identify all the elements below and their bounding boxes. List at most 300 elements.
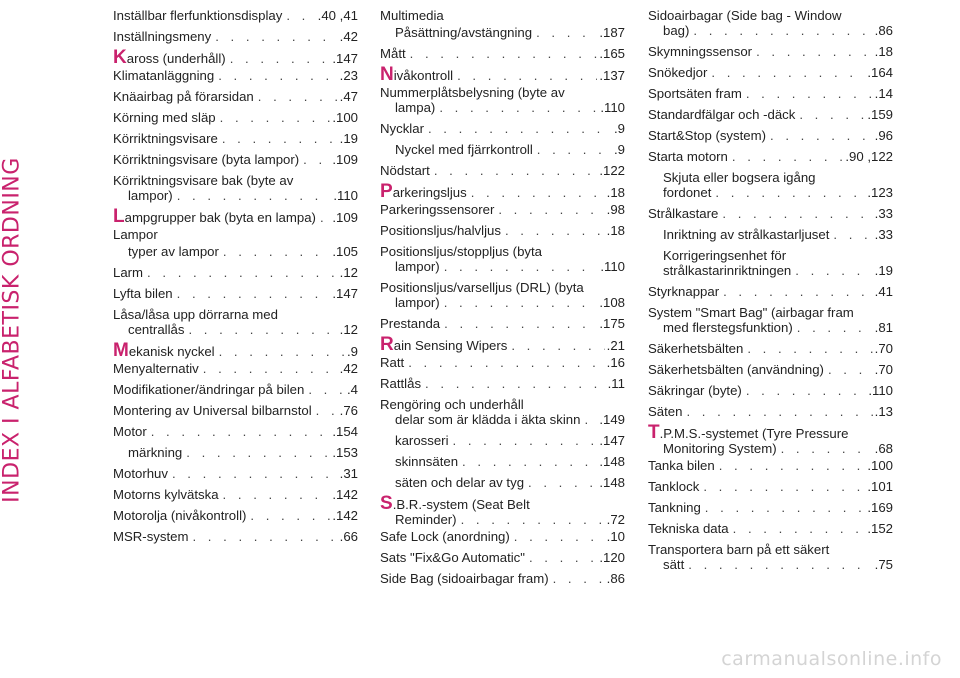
index-entry <box>380 223 625 238</box>
dot-leader <box>746 86 873 101</box>
dot-leader <box>223 487 331 502</box>
index-entry <box>648 107 893 122</box>
entry-text: Monitoring System) <box>663 441 777 456</box>
entry-text: Transportera barn på ett säkert <box>648 542 830 557</box>
index-entry <box>113 68 358 83</box>
entry-text: Multimedia <box>380 8 444 23</box>
index-entry <box>648 44 893 59</box>
index-column-3 <box>648 8 893 578</box>
entry-text: Starta motorn <box>648 149 728 164</box>
entry-text: Strålkastare <box>648 206 719 221</box>
entry-text: Knäairbag på förarsidan <box>113 89 254 104</box>
entry-text: Nycklar <box>380 121 424 136</box>
page-reference: .164 <box>867 65 893 80</box>
index-entry <box>380 454 625 469</box>
entry-text: Positionsljus/halvljus <box>380 223 501 238</box>
dot-leader <box>746 383 866 398</box>
dot-leader <box>703 479 865 494</box>
dot-leader <box>453 433 598 448</box>
index-entry <box>380 142 625 157</box>
dot-leader <box>177 286 331 301</box>
entry-text: delar som är klädda i äkta skinn <box>395 412 581 427</box>
dot-leader <box>428 121 612 136</box>
index-entry-line <box>380 64 625 85</box>
page-reference: .100 <box>332 110 358 125</box>
index-entry-line <box>648 500 893 515</box>
index-entry <box>113 529 358 544</box>
dot-leader <box>215 29 337 44</box>
index-entry-line <box>113 110 358 125</box>
entry-text: Säkerhetsbälten <box>648 341 744 356</box>
dot-leader <box>408 355 604 370</box>
entry-text: .B.R.-system (Seat Belt <box>392 497 530 512</box>
index-entry <box>648 362 893 377</box>
index-entry-line <box>380 529 625 544</box>
page-reference: .16 <box>606 355 625 370</box>
index-entry <box>648 65 893 80</box>
dot-leader <box>220 110 331 125</box>
index-entry-line <box>648 206 893 221</box>
page-reference: .19 <box>874 263 893 278</box>
index-entry <box>380 355 625 370</box>
entry-text: Sats "Fix&Go Automatic" <box>380 550 525 565</box>
page-reference: .108 <box>599 295 625 310</box>
index-entry <box>380 334 625 355</box>
index-entry-line <box>380 316 625 331</box>
entry-text: Montering av Universal bilbarnstol <box>113 403 312 418</box>
dot-leader <box>693 23 872 38</box>
entry-text: Lyfta bilen <box>113 286 173 301</box>
page-reference: .149 <box>599 412 625 427</box>
index-entry-line <box>663 248 893 263</box>
index-entry-line <box>380 376 625 391</box>
index-entry-line <box>113 508 358 523</box>
dot-leader <box>218 68 337 83</box>
entry-text: skinnsäten <box>395 454 459 469</box>
index-entry <box>113 89 358 104</box>
entry-text: Prestanda <box>380 316 441 331</box>
index-entry-line <box>395 454 625 469</box>
page-reference: .23 <box>339 68 358 83</box>
index-entry-line <box>380 202 625 217</box>
dot-leader <box>222 131 338 146</box>
index-entry-line <box>113 403 358 418</box>
entry-text: Säkringar (byte) <box>648 383 742 398</box>
page-reference: .70 <box>874 341 893 356</box>
dot-leader <box>172 466 338 481</box>
page-reference: .147 <box>599 433 625 448</box>
index-entry <box>648 404 893 419</box>
page-reference: .109 <box>332 152 358 167</box>
index-entry-line <box>113 340 358 361</box>
index-entry <box>113 361 358 376</box>
index-entry <box>113 424 358 439</box>
dot-leader <box>320 210 330 225</box>
page-reference: .12 <box>339 265 358 280</box>
entry-text: arkeringsljus <box>392 185 467 200</box>
index-entry-line <box>380 550 625 565</box>
section-letter: T <box>648 422 660 443</box>
index-entry <box>648 341 893 356</box>
index-entry-line <box>113 322 358 337</box>
dot-leader <box>308 382 345 397</box>
dot-leader <box>461 512 605 527</box>
index-entry <box>380 493 625 527</box>
dot-leader <box>203 361 338 376</box>
dot-leader <box>219 344 345 359</box>
page-reference: .109 <box>332 210 358 225</box>
index-entry <box>113 244 358 259</box>
entry-text: Nyckel med fjärrkontroll <box>395 142 533 157</box>
dot-leader <box>770 128 873 143</box>
entry-text: Låsa/låsa upp dörrarna med <box>113 307 278 322</box>
index-entry-line <box>380 121 625 136</box>
index-entry <box>380 475 625 490</box>
index-entry-line <box>648 383 893 398</box>
index-column-2 <box>380 8 625 592</box>
index-entry-line <box>648 441 893 456</box>
dot-leader <box>514 529 605 544</box>
entry-text: Reminder) <box>395 512 457 527</box>
dot-leader <box>230 51 331 66</box>
index-entry <box>380 64 625 85</box>
index-entry-line <box>648 128 893 143</box>
index-entry <box>380 202 625 217</box>
index-entry-line <box>113 307 358 322</box>
entry-text: Tekniska data <box>648 521 729 536</box>
index-entry <box>113 173 358 203</box>
index-entry-line <box>380 397 625 412</box>
index-entry <box>113 8 358 23</box>
dot-leader <box>715 185 865 200</box>
entry-text: lampor) <box>128 188 173 203</box>
page-reference: .148 <box>599 454 625 469</box>
dot-leader <box>705 500 866 515</box>
entry-text: Körriktningsvisare (byta lampor) <box>113 152 300 167</box>
entry-text: Tanklock <box>648 479 700 494</box>
entry-text: Positionsljus/stoppljus (byta <box>380 244 542 259</box>
entry-text: Motorolja (nivåkontroll) <box>113 508 247 523</box>
page-reference: .76 <box>339 403 358 418</box>
page-reference: .75 <box>874 557 893 572</box>
page-reference: .101 <box>867 479 893 494</box>
page-reference: .147 <box>332 286 358 301</box>
page-reference: .86 <box>606 571 625 586</box>
page-reference: .147 <box>332 51 358 66</box>
index-entry <box>648 284 893 299</box>
dot-leader <box>223 244 330 259</box>
page-reference: .120 <box>599 550 625 565</box>
page-reference: .159 <box>867 107 893 122</box>
page-reference: .142 <box>332 508 358 523</box>
entry-text: Sidoairbagar (Side bag - Window <box>648 8 842 23</box>
index-entry <box>648 170 893 200</box>
entry-text: Parkeringssensorer <box>380 202 495 217</box>
index-entry-line <box>395 433 625 448</box>
index-entry-line <box>648 8 893 23</box>
index-entry-line <box>113 424 358 439</box>
index-entry-line <box>113 361 358 376</box>
entry-text: ivåkontroll <box>393 68 454 83</box>
index-entry <box>380 46 625 61</box>
dot-leader <box>505 223 605 238</box>
dot-leader <box>250 508 330 523</box>
index-entry <box>380 550 625 565</box>
page-reference: .40 ,41 <box>317 8 358 23</box>
page-reference: .110 <box>868 383 893 398</box>
index-entry <box>113 487 358 502</box>
index-entry-line <box>113 8 358 23</box>
index-entry-line <box>113 68 358 83</box>
index-entry-line <box>380 571 625 586</box>
index-entry <box>648 149 893 164</box>
index-entry-line <box>380 295 625 310</box>
entry-text: Tanka bilen <box>648 458 715 473</box>
dot-leader <box>722 206 872 221</box>
index-entry <box>380 529 625 544</box>
index-entry-line <box>113 227 358 242</box>
index-entry-line <box>113 382 358 397</box>
entry-text: med flerstegsfunktion) <box>663 320 793 335</box>
entry-text: Skymningssensor <box>648 44 753 59</box>
entry-text: karosseri <box>395 433 449 448</box>
entry-text: märkning <box>128 445 183 460</box>
page-reference: .18 <box>606 185 625 200</box>
page-reference: .81 <box>874 320 893 335</box>
page-reference: .31 <box>339 466 358 481</box>
index-entry <box>648 383 893 398</box>
page-reference: .154 <box>332 424 358 439</box>
index-entry <box>648 8 893 38</box>
section-letter: L <box>113 206 125 227</box>
index-entry-line <box>380 493 625 514</box>
index-entry-line <box>663 185 893 200</box>
entry-text: Säten <box>648 404 683 419</box>
entry-text: lampor) <box>395 259 440 274</box>
dot-leader <box>719 458 866 473</box>
page-reference: .18 <box>874 44 893 59</box>
page-reference: .153 <box>332 445 358 460</box>
index-entry-line <box>380 100 625 115</box>
index-entry <box>648 248 893 278</box>
index-entry-line <box>113 466 358 481</box>
index-column-1 <box>113 8 358 550</box>
entry-text: Inställningsmeny <box>113 29 212 44</box>
index-entry-line <box>648 542 893 557</box>
index-entry-line <box>648 521 893 536</box>
index-entry-line <box>380 355 625 370</box>
entry-text: Snökedjor <box>648 65 708 80</box>
index-entry-line <box>648 320 893 335</box>
entry-text: lampa) <box>395 100 436 115</box>
entry-text: Inställbar flerfunktionsdisplay <box>113 8 283 23</box>
entry-text: fordonet <box>663 185 712 200</box>
entry-text: Körning med släp <box>113 110 216 125</box>
dot-leader <box>686 404 872 419</box>
entry-text: Larm <box>113 265 144 280</box>
page-reference: .105 <box>332 244 358 259</box>
page-reference: .110 <box>600 100 625 115</box>
dot-leader <box>471 185 605 200</box>
index-entry-line <box>648 284 893 299</box>
index-entry-line <box>648 362 893 377</box>
entry-text: Rengöring och underhåll <box>380 397 524 412</box>
dot-leader <box>188 322 337 337</box>
entry-text: Ratt <box>380 355 405 370</box>
index-entry <box>380 181 625 202</box>
index-entry <box>113 382 358 397</box>
index-entry-line <box>648 65 893 80</box>
page-reference: .90 ,122 <box>845 149 893 164</box>
page-reference: .4 <box>347 382 358 397</box>
entry-text: sätt <box>663 557 685 572</box>
dot-leader <box>723 284 873 299</box>
index-entry-line <box>380 512 625 527</box>
entry-text: typer av lampor <box>128 244 219 259</box>
index-entry-line <box>380 259 625 274</box>
index-entry-line <box>380 46 625 61</box>
index-entry-line <box>380 412 625 427</box>
index-entry-line <box>380 85 625 100</box>
page-reference: .70 <box>874 362 893 377</box>
index-entry <box>113 286 358 301</box>
entry-text: Korrigeringsenhet för <box>663 248 787 263</box>
page-reference: .47 <box>339 89 358 104</box>
page-reference: .19 <box>339 131 358 146</box>
dot-leader <box>833 227 872 242</box>
entry-text: .P.M.S.-systemet (Tyre Pressure <box>659 426 849 441</box>
section-letter: R <box>380 334 394 355</box>
index-entry <box>380 163 625 178</box>
index-entry <box>380 8 625 23</box>
entry-text: System "Smart Bag" (airbagar fram <box>648 305 854 320</box>
section-letter: M <box>113 340 129 361</box>
entry-text: Styrknappar <box>648 284 720 299</box>
dot-leader <box>286 8 315 23</box>
index-entry-line <box>663 227 893 242</box>
entry-text: ampgrupper bak (byta en lampa) <box>124 210 316 225</box>
entry-text: Motorns kylvätska <box>113 487 219 502</box>
page-reference: .68 <box>874 441 893 456</box>
index-entry-line <box>648 458 893 473</box>
entry-text: aross (underhåll) <box>126 51 226 66</box>
dot-leader <box>462 454 597 469</box>
entry-text: Säkerhetsbälten (användning) <box>648 362 824 377</box>
dot-leader <box>511 338 604 353</box>
dot-leader <box>536 25 597 40</box>
entry-text: Lampor <box>113 227 158 242</box>
index-entry-line <box>380 223 625 238</box>
page-reference: .122 <box>599 163 625 178</box>
dot-leader <box>186 445 330 460</box>
entry-text: Klimatanläggning <box>113 68 215 83</box>
index-entry <box>380 376 625 391</box>
dot-leader <box>537 142 612 157</box>
index-entry <box>648 206 893 221</box>
index-entry <box>380 25 625 40</box>
index-entry-line <box>648 149 893 164</box>
index-entry <box>380 244 625 274</box>
page-reference: .18 <box>606 223 625 238</box>
index-entry-line <box>128 445 358 460</box>
index-entry <box>380 571 625 586</box>
entry-text: Motor <box>113 424 147 439</box>
entry-text: Sportsäten fram <box>648 86 742 101</box>
index-entry-line <box>113 265 358 280</box>
index-entry <box>380 433 625 448</box>
index-entry <box>648 227 893 242</box>
page-reference: .96 <box>874 128 893 143</box>
page-reference: .137 <box>599 68 625 83</box>
page-reference: .110 <box>333 188 358 203</box>
dot-leader <box>151 424 331 439</box>
entry-text: Körriktningsvisare <box>113 131 218 146</box>
index-entry-line <box>648 23 893 38</box>
index-entry-line <box>648 479 893 494</box>
index-entry-line <box>380 280 625 295</box>
dot-leader <box>457 68 597 83</box>
index-entry <box>113 131 358 146</box>
dot-leader <box>688 557 872 572</box>
index-entry-line <box>113 89 358 104</box>
index-entry <box>648 542 893 572</box>
index-entry <box>648 479 893 494</box>
index-entry-line <box>113 188 358 203</box>
dot-leader <box>528 475 597 490</box>
index-entry-line <box>648 86 893 101</box>
index-entry-line <box>113 487 358 502</box>
index-entry <box>380 316 625 331</box>
page-reference: .152 <box>867 521 893 536</box>
entry-text: Mått <box>380 46 406 61</box>
dot-leader <box>711 65 865 80</box>
index-entry-line <box>648 557 893 572</box>
page-reference: .12 <box>339 322 358 337</box>
dot-leader <box>799 107 865 122</box>
index-entry-line <box>663 263 893 278</box>
page-reference: .41 <box>874 284 893 299</box>
page-reference: .169 <box>867 500 893 515</box>
page-reference: .11 <box>607 376 625 391</box>
index-entry <box>113 29 358 44</box>
watermark: carmanualsonline.info <box>721 648 942 670</box>
dot-leader <box>439 100 598 115</box>
section-letter: N <box>380 64 394 85</box>
dot-leader <box>797 320 873 335</box>
index-entry-line <box>395 475 625 490</box>
page-reference: .110 <box>600 259 625 274</box>
index-entry-line <box>648 404 893 419</box>
entry-text: Inriktning av strålkastarljuset <box>663 227 830 242</box>
dot-leader <box>177 188 332 203</box>
entry-text: centrallås <box>128 322 185 337</box>
dot-leader <box>584 412 597 427</box>
dot-leader <box>498 202 604 217</box>
index-entry <box>648 422 893 456</box>
dot-leader <box>756 44 873 59</box>
index-entry-line <box>380 181 625 202</box>
entry-text: Tankning <box>648 500 701 515</box>
page-reference: .165 <box>599 46 625 61</box>
page-reference: .42 <box>339 29 358 44</box>
dot-leader <box>747 341 872 356</box>
dot-leader <box>444 316 597 331</box>
index-entry-line <box>395 25 625 40</box>
index-entry <box>113 403 358 418</box>
index-entry-line <box>380 244 625 259</box>
index-entry <box>648 128 893 143</box>
index-entry <box>648 521 893 536</box>
